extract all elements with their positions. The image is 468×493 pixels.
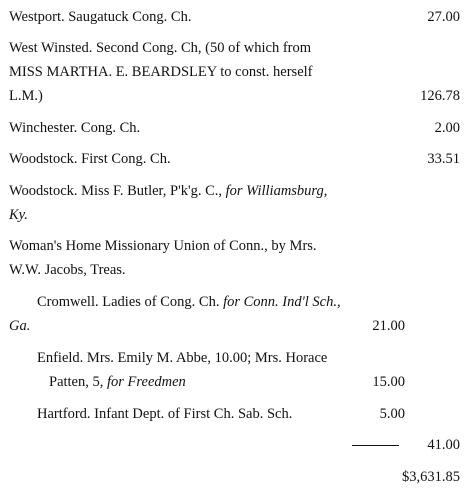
subentry-hartford: Hartford. Infant Dept. of First Ch. Sab. Sch. bbox=[37, 406, 293, 422]
amount-enfield: 15.00 bbox=[372, 374, 405, 390]
subentry-enfield-line2-italic: for Freedmen bbox=[107, 374, 186, 390]
subentry-cromwell-text: Cromwell. Ladies of Cong. Ch. bbox=[37, 294, 224, 310]
grand-total: $3,631.85 bbox=[402, 469, 460, 485]
subentry-enfield-line1: Enfield. Mrs. Emily M. Abbe, 10.00; Mrs. Horace bbox=[37, 350, 328, 366]
subentry-enfield-line2 bbox=[49, 374, 186, 391]
entry-woodstock-butler-text: Woodstock. Miss F. Butler, P'k'g. C., bbox=[9, 183, 226, 199]
amount-cromwell: 21.00 bbox=[372, 318, 405, 334]
entry-whmu-line2: W.W. Jacobs, Treas. bbox=[9, 262, 126, 278]
entry-woodstock-butler-ky: Ky. bbox=[9, 207, 28, 223]
subentry-enfield-line2-text: Patten, 5, bbox=[49, 374, 107, 390]
subtotal-rule bbox=[352, 445, 399, 446]
amount-hartford: 5.00 bbox=[379, 406, 405, 422]
entry-west-winsted-line1: West Winsted. Second Cong. Ch, (50 of which from bbox=[9, 40, 312, 56]
subtotal-amount: 41.00 bbox=[427, 437, 460, 453]
entry-west-winsted-line2: MISS MARTHA. E. BEARDSLEY to const. herself bbox=[9, 64, 313, 80]
subentry-cromwell-italic: for Conn. Ind'l Sch., bbox=[223, 294, 341, 310]
amount-west-winsted: 126.78 bbox=[420, 88, 460, 104]
subentry-cromwell-ga: Ga. bbox=[9, 318, 31, 334]
subentry-cromwell-line2 bbox=[9, 318, 30, 335]
entry-woodstock-butler-line2 bbox=[9, 207, 28, 224]
subentry-cromwell-line1 bbox=[37, 294, 341, 311]
amount-winchester: 2.00 bbox=[434, 120, 460, 136]
entry-winchester: Winchester. Cong. Ch. bbox=[9, 120, 141, 136]
amount-woodstock-first: 33.51 bbox=[427, 151, 460, 167]
entry-westport: Westport. Saugatuck Cong. Ch. bbox=[9, 9, 192, 25]
entry-woodstock-butler-line1 bbox=[9, 183, 327, 200]
entry-whmu-line1: Woman's Home Missionary Union of Conn., by Mrs. bbox=[9, 238, 317, 254]
entry-woodstock-butler-italic: for Williamsburg, bbox=[225, 183, 328, 199]
entry-woodstock-first: Woodstock. First Cong. Ch. bbox=[9, 151, 171, 167]
amount-westport: 27.00 bbox=[427, 9, 460, 25]
entry-west-winsted-line3: L.M.) bbox=[9, 88, 43, 104]
